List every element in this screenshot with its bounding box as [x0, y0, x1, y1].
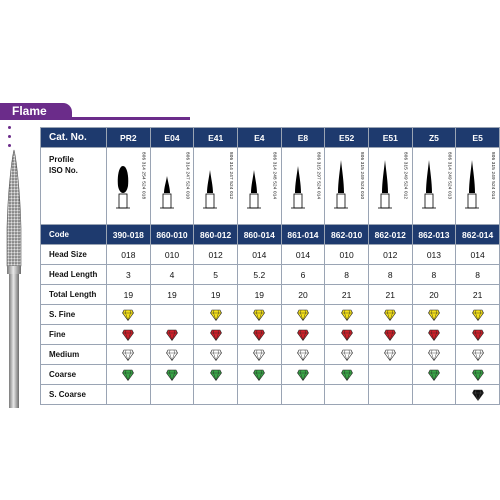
grit-label: Fine	[41, 325, 107, 345]
value-cell: 014	[456, 245, 500, 265]
section-title: Flame	[12, 104, 47, 118]
grit-diamond-icon	[472, 349, 484, 361]
grit-label: S. Coarse	[41, 385, 107, 405]
grit-diamond-icon	[166, 369, 178, 381]
bur-profile-icon	[202, 156, 218, 214]
grit-cell	[150, 385, 194, 405]
row-head-length	[41, 265, 500, 285]
bur-profile-icon	[377, 156, 393, 214]
grit-diamond-icon	[253, 349, 265, 361]
iso-number: 806 314 247 524 012	[228, 152, 234, 200]
diamond-outline	[254, 330, 265, 341]
bur-profile-icon	[290, 156, 306, 214]
value-cell: 21	[325, 285, 369, 305]
bur-head-shape	[118, 166, 129, 193]
grit-cell	[150, 345, 194, 365]
grit-cell	[281, 325, 325, 345]
grit-diamond-icon	[253, 369, 265, 381]
diamond-outline	[472, 370, 483, 381]
bur-shank-shape	[206, 194, 214, 208]
grit-diamond-icon	[341, 329, 353, 341]
grit-diamond-icon	[428, 349, 440, 361]
bur-head-shape	[469, 160, 475, 193]
grit-cell	[281, 365, 325, 385]
bur-head-shape	[426, 160, 432, 193]
row-label: Head Length	[41, 265, 107, 285]
diamond-outline	[210, 330, 221, 341]
grit-cell	[325, 305, 369, 325]
iso-number: 806 315 249 524 010	[359, 152, 365, 200]
value-cell: 012	[194, 245, 238, 265]
grit-row-fine	[41, 325, 500, 345]
bur-head-shape	[338, 160, 344, 193]
diamond-outline	[166, 370, 177, 381]
dot	[8, 144, 11, 147]
bur-profile-icon	[115, 156, 131, 214]
grit-cell	[412, 305, 456, 325]
diamond-outline	[385, 350, 396, 361]
grit-cell	[107, 305, 151, 325]
bur-head-shape	[382, 160, 388, 193]
value-cell: 4	[150, 265, 194, 285]
iso-number: 806 315 249 524 014	[491, 152, 496, 200]
bur-shank-shape	[381, 194, 389, 208]
value-cell: 012	[368, 245, 412, 265]
diamond-outline	[166, 350, 177, 361]
profile-cell	[325, 148, 369, 225]
grit-cell	[107, 365, 151, 385]
diamond-outline	[210, 350, 221, 361]
grit-cell	[456, 305, 500, 325]
grit-diamond-icon	[210, 329, 222, 341]
bur-shank-shape	[250, 194, 258, 208]
grit-cell	[412, 345, 456, 365]
bur-shank-shape	[163, 194, 171, 208]
profile-label-line: Profile	[49, 155, 74, 164]
bur-shank-shape	[425, 194, 433, 208]
grit-diamond-icon	[341, 369, 353, 381]
value-cell: 8	[368, 265, 412, 285]
grit-diamond-icon	[253, 309, 265, 321]
bur-shank-shape	[294, 194, 302, 208]
grit-cell	[194, 365, 238, 385]
code-cell: 862-014	[456, 225, 500, 245]
grit-cell	[281, 385, 325, 405]
value-cell: 010	[150, 245, 194, 265]
grit-cell	[412, 365, 456, 385]
grit-diamond-icon	[428, 329, 440, 341]
dot	[8, 135, 11, 138]
code-cell: 862-010	[325, 225, 369, 245]
grit-cell	[150, 365, 194, 385]
profile-cell	[237, 148, 281, 225]
grit-cell	[456, 345, 500, 365]
diamond-outline	[341, 310, 352, 321]
code-cell: 860-014	[237, 225, 281, 245]
grit-diamond-icon	[210, 309, 222, 321]
grit-diamond-icon	[253, 329, 265, 341]
grit-label: Coarse	[41, 365, 107, 385]
grit-cell	[150, 325, 194, 345]
grit-diamond-icon	[297, 369, 309, 381]
diamond-outline	[472, 350, 483, 361]
profile-cell	[281, 148, 325, 225]
value-cell: 21	[368, 285, 412, 305]
code-cell: 860-010	[150, 225, 194, 245]
grit-diamond-icon	[341, 309, 353, 321]
value-cell: 018	[107, 245, 151, 265]
code-label: Code	[41, 225, 107, 245]
diamond-outline	[472, 310, 483, 321]
grit-diamond-icon	[384, 349, 396, 361]
grit-row-s-coarse	[41, 385, 500, 405]
grit-cell	[107, 345, 151, 365]
grit-diamond-icon	[122, 329, 134, 341]
cat-header-5: E52	[325, 128, 369, 148]
iso-number: 806 314 247 524 010	[185, 152, 191, 200]
diamond-outline	[297, 370, 308, 381]
diamond-outline	[123, 330, 134, 341]
grit-cell	[237, 305, 281, 325]
value-cell: 5.2	[237, 265, 281, 285]
grit-row-coarse	[41, 365, 500, 385]
grit-diamond-icon	[428, 369, 440, 381]
code-cell: 861-014	[281, 225, 325, 245]
grit-cell	[325, 345, 369, 365]
diamond-outline	[297, 350, 308, 361]
bur-shank-shape	[119, 194, 127, 208]
profile-cell	[107, 148, 151, 225]
grit-diamond-icon	[384, 309, 396, 321]
grit-diamond-icon	[122, 309, 134, 321]
bur-head-shape	[207, 170, 213, 193]
grit-cell	[194, 345, 238, 365]
value-cell: 19	[107, 285, 151, 305]
grit-cell	[281, 345, 325, 365]
grit-cell	[194, 325, 238, 345]
bur-spec-table	[40, 127, 500, 405]
section-tab	[0, 103, 190, 120]
bur-head-shape	[164, 176, 170, 193]
grit-diamond-icon	[166, 329, 178, 341]
diamond-outline	[341, 350, 352, 361]
iso-number: 806 315 249 524 012	[403, 152, 409, 200]
grit-cell	[107, 385, 151, 405]
profile-cell	[456, 148, 500, 225]
grit-cell	[456, 385, 500, 405]
diamond-outline	[254, 370, 265, 381]
profile-cell	[194, 148, 238, 225]
cat-header-4: E8	[281, 128, 325, 148]
code-cell: 862-012	[368, 225, 412, 245]
iso-number: 806 314 248 524 014	[272, 152, 278, 200]
grit-diamond-icon	[472, 329, 484, 341]
value-cell: 19	[150, 285, 194, 305]
diamond-outline	[297, 310, 308, 321]
grit-cell	[368, 365, 412, 385]
grit-cell	[368, 385, 412, 405]
grit-diamond-icon	[472, 309, 484, 321]
grit-diamond-icon	[166, 349, 178, 361]
grit-cell	[456, 365, 500, 385]
code-cell: 860-012	[194, 225, 238, 245]
grit-cell	[325, 385, 369, 405]
diamond-outline	[341, 330, 352, 341]
diamond-outline	[472, 390, 483, 401]
cat-header-3: E4	[237, 128, 281, 148]
cat-header-1: E04	[150, 128, 194, 148]
iso-label-line: ISO No.	[49, 166, 78, 175]
cat-header-8: E5	[456, 128, 500, 148]
grit-cell	[237, 325, 281, 345]
value-cell: 010	[325, 245, 369, 265]
grit-cell	[107, 325, 151, 345]
grit-label: Medium	[41, 345, 107, 365]
grit-diamond-icon	[297, 329, 309, 341]
diamond-outline	[123, 370, 134, 381]
diamond-outline	[472, 330, 483, 341]
grit-cell	[368, 305, 412, 325]
diamond-outline	[123, 310, 134, 321]
bur-shank-shape	[337, 194, 345, 208]
diamond-outline	[297, 330, 308, 341]
cat-no-header: Cat. No.	[41, 128, 107, 148]
cat-header-2: E41	[194, 128, 238, 148]
iso-number: 806 314 254 524 018	[141, 152, 147, 200]
diamond-outline	[341, 370, 352, 381]
value-cell: 5	[194, 265, 238, 285]
grit-label: S. Fine	[41, 305, 107, 325]
cat-header-6: E51	[368, 128, 412, 148]
diamond-outline	[166, 330, 177, 341]
grit-diamond-icon	[122, 349, 134, 361]
grit-cell	[412, 385, 456, 405]
grit-cell	[194, 385, 238, 405]
row-label: Head Size	[41, 245, 107, 265]
grit-cell	[368, 325, 412, 345]
value-cell: 21	[456, 285, 500, 305]
iso-number: 806 314 249 524 013	[447, 152, 453, 200]
code-cell: 390-018	[107, 225, 151, 245]
cat-header-7: Z5	[412, 128, 456, 148]
grit-diamond-icon	[428, 309, 440, 321]
grit-cell	[456, 325, 500, 345]
code-cell: 862-013	[412, 225, 456, 245]
profile-cell	[368, 148, 412, 225]
diamond-outline	[428, 370, 439, 381]
diamond-outline	[210, 310, 221, 321]
profile-label	[41, 148, 107, 225]
value-cell: 8	[412, 265, 456, 285]
profile-cell	[412, 148, 456, 225]
value-cell: 8	[325, 265, 369, 285]
row-total-length	[41, 285, 500, 305]
grit-diamond-icon	[210, 369, 222, 381]
diamond-outline	[254, 350, 265, 361]
grit-diamond-icon	[472, 369, 484, 381]
section-tab-underline	[60, 117, 190, 120]
diamond-outline	[428, 350, 439, 361]
bur-photo	[0, 148, 28, 408]
grit-diamond-icon	[297, 349, 309, 361]
diamond-outline	[428, 310, 439, 321]
diamond-outline	[385, 330, 396, 341]
value-cell: 19	[194, 285, 238, 305]
value-cell: 20	[412, 285, 456, 305]
bur-profile-icon	[333, 156, 349, 214]
grit-diamond-icon	[341, 349, 353, 361]
grit-cell	[368, 345, 412, 365]
grit-diamond-icon	[472, 389, 484, 401]
grit-cell	[150, 305, 194, 325]
diamond-outline	[123, 350, 134, 361]
grit-diamond-icon	[384, 329, 396, 341]
bur-profile-icon	[246, 156, 262, 214]
grit-row-medium	[41, 345, 500, 365]
grit-cell	[237, 345, 281, 365]
row-label: Total Length	[41, 285, 107, 305]
profile-row	[41, 148, 500, 225]
grit-diamond-icon	[297, 309, 309, 321]
value-cell: 014	[237, 245, 281, 265]
grit-cell	[325, 325, 369, 345]
header-row	[41, 128, 500, 148]
diamond-outline	[428, 330, 439, 341]
dot	[8, 126, 11, 129]
bur-profile-icon	[464, 156, 480, 214]
value-cell: 19	[237, 285, 281, 305]
bur-head-shape	[295, 166, 301, 193]
diamond-outline	[254, 310, 265, 321]
grit-diamond-icon	[122, 369, 134, 381]
code-row	[41, 225, 500, 245]
cat-header-0: PR2	[107, 128, 151, 148]
bur-profile-icon	[421, 156, 437, 214]
grit-cell	[325, 365, 369, 385]
grit-cell	[237, 365, 281, 385]
bur-shank-shape	[468, 194, 476, 208]
grit-cell	[281, 305, 325, 325]
value-cell: 014	[281, 245, 325, 265]
bur-profile-icon	[159, 156, 175, 214]
row-head-size	[41, 245, 500, 265]
bur-head-shape	[251, 170, 257, 193]
value-cell: 3	[107, 265, 151, 285]
value-cell: 20	[281, 285, 325, 305]
diamond-outline	[385, 310, 396, 321]
value-cell: 013	[412, 245, 456, 265]
grit-cell	[412, 325, 456, 345]
grit-cell	[237, 385, 281, 405]
value-cell: 8	[456, 265, 500, 285]
grit-row-s-fine	[41, 305, 500, 325]
diamond-outline	[210, 370, 221, 381]
iso-number: 806 315 297 524 014	[316, 152, 322, 200]
grit-diamond-icon	[210, 349, 222, 361]
grit-cell	[194, 305, 238, 325]
profile-cell	[150, 148, 194, 225]
value-cell: 6	[281, 265, 325, 285]
